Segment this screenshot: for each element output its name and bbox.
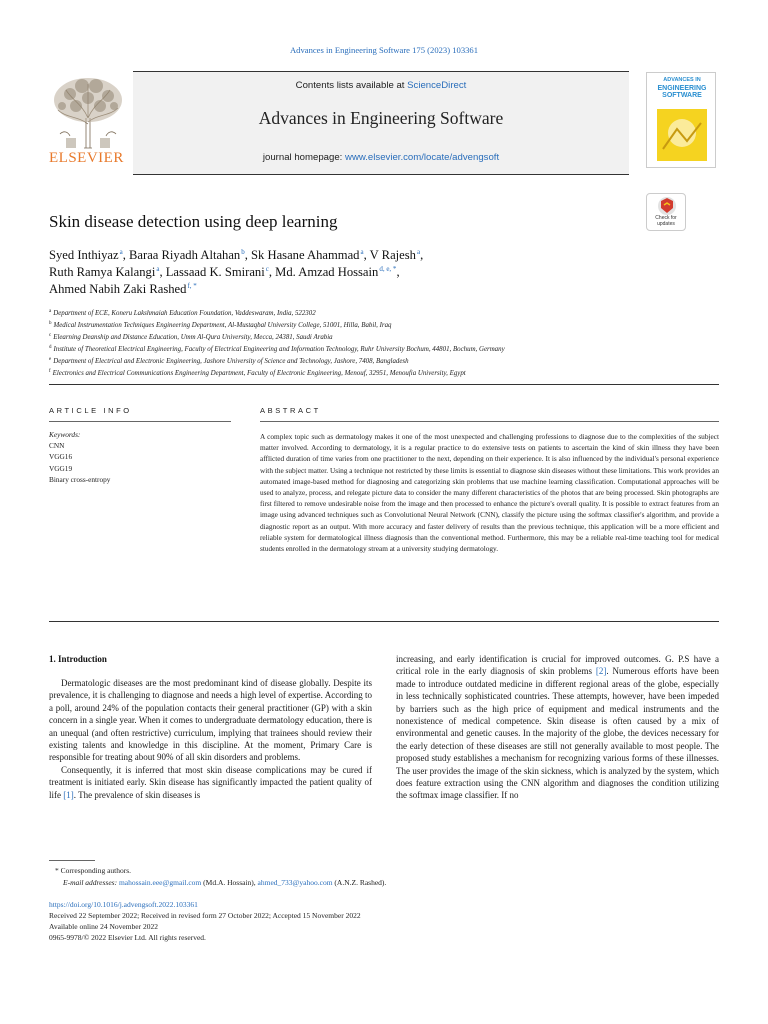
keyword-list (49, 440, 229, 485)
affiliation-item (49, 307, 729, 319)
contents-line (133, 80, 629, 91)
keyword-item: CNN (49, 441, 65, 451)
affiliation-text: Elearning Deanship and Distance Education, Umm Al-Qura University, Mecca, 24381, Saudi Arabia (53, 334, 333, 341)
cover-artwork (657, 109, 707, 161)
author-separator: , (363, 248, 370, 262)
affiliation-marker[interactable]: f, * (187, 282, 197, 290)
keywords-label: Keywords: (49, 430, 81, 439)
author-name[interactable]: Md. Amzad Hossain (275, 265, 379, 279)
journal-citation: Advances in Engineering Software 175 (2023) 103361 (289, 45, 479, 55)
author-line (49, 265, 400, 280)
check-updates-line: updates (657, 220, 675, 227)
email-owner: (A.N.Z. Rashed). (332, 878, 387, 887)
body-paragraph (396, 653, 719, 802)
affiliation-item (49, 367, 729, 379)
author-separator: , (122, 248, 130, 262)
reference-link[interactable]: [1] (63, 789, 74, 800)
affiliation-text: Institute of Theoretical Electrical Engineering, Faculty of Electrical Engineering and Information Technology, Ruhr University Bochum, 44801, Bochum, Germany (53, 346, 505, 353)
affiliation-item (49, 355, 729, 367)
affiliation-text: Department of ECE, Koneru Lakshmaiah Education Foundation, Vaddeswaram, India, 522302 (53, 310, 316, 317)
email-owner: (Md.A. Hossain), (201, 878, 258, 887)
author-name[interactable]: Lassaad K. Smirani (165, 265, 265, 279)
check-updates-label (647, 216, 685, 227)
author-name[interactable]: V Rajesh (369, 248, 416, 262)
abstract-heading: ABSTRACT (260, 406, 321, 415)
affiliations-list (49, 307, 729, 379)
author-name[interactable]: Sk Hasane Ahammad (251, 248, 360, 262)
affiliation-marker[interactable]: c (265, 265, 269, 273)
homepage-prefix: journal homepage: (262, 152, 346, 163)
email-link[interactable]: mahossain.eee@gmail.com (118, 878, 202, 887)
received-dates: Received 22 September 2022; Received in revised form 27 October 2022; Accepted 15 November 2022 (49, 911, 361, 920)
paper-title: Skin disease detection using deep learning (49, 212, 338, 231)
keyword-item: VGG16 (49, 452, 73, 462)
affiliation-text: Electronics and Electrical Communications Engineering Department, Faculty of Electronic Engineering, Menouf, 32951, Menoufia University, Egypt (52, 370, 466, 377)
author-separator: , (159, 265, 166, 279)
author-name[interactable]: Syed Inthiyaz (49, 248, 119, 262)
homepage-line (133, 152, 629, 163)
divider-rule (49, 421, 231, 422)
article-info-heading: ARTICLE INFO (49, 406, 132, 415)
body-column-right (396, 653, 719, 802)
affiliation-marker[interactable]: a (416, 248, 421, 256)
author-name[interactable]: Baraa Riyadh Altahan (129, 248, 241, 262)
journal-name: Advances in Engineering Software (258, 108, 504, 128)
journal-cover-thumbnail[interactable] (646, 72, 716, 168)
check-updates-icon (647, 195, 687, 217)
author-line (49, 282, 197, 297)
email-link[interactable]: ahmed_733@yahoo.com (257, 878, 333, 887)
affiliation-item (49, 343, 729, 355)
body-paragraph (49, 764, 372, 801)
affiliation-text: Department of Electrical and Electronic Engineering, Jashore University of Science and Technology, Jashore, 7408, Bangladesh (53, 358, 409, 365)
check-updates-line: Check for (655, 215, 677, 221)
publisher-wordmark: ELSEVIER (49, 150, 124, 166)
divider-rule (49, 621, 719, 622)
affiliation-item (49, 319, 729, 331)
affiliation-marker[interactable]: b (241, 248, 245, 256)
author-separator: , (268, 265, 276, 279)
paragraph-text: . Numerous efforts have been made to introduce outdated medicine in different regional areas of the globe, especially in less technically sophisticated countries. These attempts, however, have been impeded by barriers such as the high price of equipment and medical instruments and the nonexistence of medical competence. Skin disease is often caused by a mix of environmental and genetic causes. In the majority of the globe, the devices necessary for the early detection of these diseases are still not generally available to most people. The proposed study establishes a mechanism for recognizing various forms of these illnesses. The user provides the image of the skin sickness, which is analyzed by the system, which does feature extraction using the CNN algorithm and diagnoses the condition utilizing the softmax image classifier. If no (396, 666, 719, 801)
author-separator: , (244, 248, 252, 262)
cover-title (649, 77, 715, 100)
divider-rule (49, 384, 719, 385)
affiliation-key: e (49, 357, 52, 362)
footnote-divider (49, 860, 95, 861)
abstract-text: A complex topic such as dermatology makes it one of the most unexpected and challenging professions to diagnose due to the complexities of the subject matter involved. According to dermatology, it is a regular practice to do extensive tests on patients to ascertain the kind of skin illness they have been afflicted duration of time varies from one practitioner to the next, depending on their experience. It is also influenced by the individual's personal experience with the subject matter. Using a technique not restricted by these limits is essential to diagnose skin diseases without these limitations. This work provides an automated image-based method for diagnosing and categorizing skin problems that use machine learning classification. Computational approaches will be used to analyze, process, and relegate picture data to consider the many different characteristics of the photos that are being processed. Skin photographs are first filtered to remove undesirable noise from the image and then processed to enhance the picture's overall quality. It is possible to extract features from an image using advanced techniques such as Convolutional Neural Network (CNN), classify the picture using the softmax classifier's algorithm, and provide a diagnostic report as an output. With more accuracy and faster delivery of results than the previous technique, this application will be a more efficient and reliable system for dermatological illness diagnosis than the conventional method. Furthermore, this may be a reliable real-time teaching tool for medical students enrolled in the dermatology stream at a university studying dermatology. (260, 432, 719, 554)
journal-homepage-link[interactable]: www.elsevier.com/locate/advengsoft (345, 152, 500, 163)
email-note (49, 877, 729, 889)
publication-info (49, 899, 729, 943)
affiliation-item (49, 331, 729, 343)
email-label: E-mail addresses: (63, 878, 119, 887)
reference-link[interactable]: [2] (595, 666, 607, 677)
divider-rule (260, 421, 719, 422)
author-name[interactable]: Ruth Ramya Kalangi (49, 265, 156, 279)
author-separator: , (420, 248, 424, 262)
affiliation-marker[interactable]: a (119, 248, 123, 256)
check-for-updates-badge[interactable] (646, 193, 686, 231)
cover-title-line: ADVANCES IN (663, 77, 701, 83)
paragraph-text: increasing, and early identification is crucial for improved outcomes. G. P.S have a critical role in the early diagnosis of skin problems (396, 654, 719, 677)
corresponding-note: * Corresponding authors. (55, 866, 132, 875)
doi-link[interactable]: https://doi.org/10.1016/j.advengsoft.2022.103361 (49, 900, 198, 909)
affiliation-text: Medical Instrumentation Techniques Engineering Department, Al-Mustaqbal University College, 51001, Hilla, Babil, Iraq (53, 322, 392, 329)
affiliation-key: f (49, 369, 51, 374)
copyright-line: 0965-9978/© 2022 Elsevier Ltd. All rights reserved. (49, 933, 206, 942)
affiliation-marker[interactable]: d, e, * (379, 265, 397, 273)
paragraph-text: . The prevalence of skin diseases is (73, 789, 201, 800)
keyword-item: VGG19 (49, 463, 73, 473)
cover-title-line: ENGINEERING (657, 84, 707, 92)
body-paragraph: Dermatologic diseases are the most predominant kind of disease globally. Despite its prevalence, it is challenging to diagnose and needs a high level of expertise. According to a poll, around 24% of the population contacts their general practitioner (GP) with a skin concern in a single year. When it comes to undergraduate dermatology education, there is an unequal (and often restrictive) curriculum, implying that trainees should review their existing talents and knowledge in this discipline. At the moment, Primary Care is responsible for treating about 90% of all skin disorders and problems. (49, 678, 372, 763)
online-date: Available online 24 November 2022 (49, 922, 158, 931)
body-column-left (49, 677, 372, 801)
section-heading: 1. Introduction (49, 654, 107, 664)
contents-prefix: Contents lists available at (295, 80, 408, 91)
paragraph-text: Consequently, it is inferred that most skin disease complications may be cured if treatment is initiated early. Skin disease has significantly impacted the patient quality of life (49, 764, 372, 800)
affiliation-key: b (49, 321, 52, 326)
footnotes (49, 865, 729, 889)
affiliation-key: c (49, 333, 52, 338)
sciencedirect-link[interactable]: ScienceDirect (407, 80, 467, 91)
author-separator: , (396, 265, 400, 279)
author-name[interactable]: Ahmed Nabih Zaki Rashed (49, 282, 187, 296)
affiliation-marker[interactable]: a (360, 248, 364, 256)
affiliation-key: d (49, 345, 52, 350)
cover-title-line: SOFTWARE (662, 92, 702, 99)
author-line (49, 248, 423, 263)
keyword-item: Binary cross-entropy (49, 474, 111, 484)
keywords-block (49, 429, 229, 485)
affiliation-marker[interactable]: a (156, 265, 160, 273)
journal-header-band (133, 71, 629, 175)
affiliation-key: a (49, 309, 52, 314)
